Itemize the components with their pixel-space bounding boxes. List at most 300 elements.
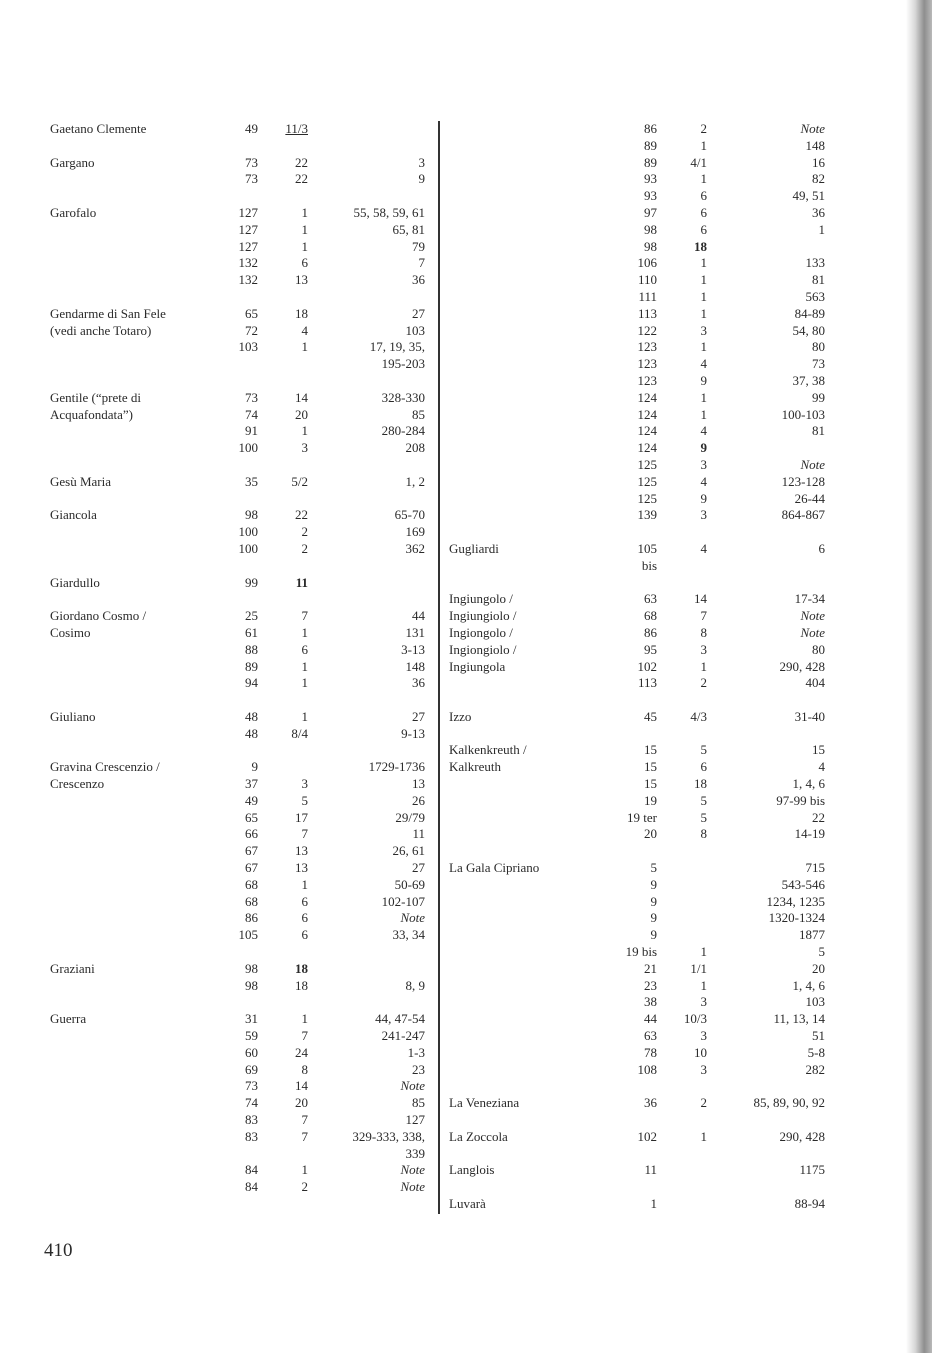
document-number: 2	[301, 1179, 308, 1195]
volume-number: 97	[644, 204, 657, 220]
document-number: 1	[301, 1162, 308, 1178]
index-row	[0, 1112, 440, 1129]
volume-number: 123	[637, 339, 657, 355]
index-row	[0, 239, 440, 256]
page-references: 50-69	[394, 876, 425, 892]
document-number: 3	[700, 994, 707, 1010]
document-number: 13	[295, 843, 308, 859]
volume-number: 105	[238, 927, 258, 943]
index-row	[443, 323, 893, 340]
document-number: 9	[700, 490, 707, 506]
volume-number: 19 bis	[625, 944, 657, 960]
document-number: 5	[301, 792, 308, 808]
page-references: 97-99 bis	[776, 792, 825, 808]
index-row	[0, 306, 440, 323]
volume-number: 65	[245, 305, 258, 321]
entry-name: Cosimo	[50, 624, 91, 640]
volume-number: 5	[650, 860, 657, 876]
page-references: Note	[400, 1179, 425, 1195]
index-row	[443, 558, 893, 575]
page-references: 11, 13, 14	[773, 1011, 825, 1027]
index-row	[0, 339, 440, 356]
index-row	[0, 255, 440, 272]
page-references: 290, 428	[779, 1128, 825, 1144]
document-number: 1	[301, 221, 308, 237]
entry-name: La Gala Cipriano	[449, 860, 540, 876]
index-row	[0, 222, 440, 239]
volume-number: 69	[245, 1061, 258, 1077]
page-number: 410	[44, 1240, 73, 1261]
document-number: 17	[295, 809, 308, 825]
index-row	[0, 927, 440, 944]
document-number: 4	[700, 473, 707, 489]
index-row	[0, 659, 440, 676]
index-row	[443, 491, 893, 508]
document-number: 14	[295, 1078, 308, 1094]
volume-number: 98	[245, 507, 258, 523]
document-number: 4/1	[690, 154, 707, 170]
document-number: 6	[700, 204, 707, 220]
page-references: 5	[818, 944, 825, 960]
entry-name: Guerra	[50, 1011, 87, 1027]
volume-number: 89	[644, 137, 657, 153]
entry-name: Ingiongiolo /	[449, 641, 517, 657]
index-row	[443, 1196, 893, 1213]
entry-name: Giordano Cosmo /	[50, 608, 147, 624]
index-row	[443, 541, 893, 558]
document-number: 7	[301, 1128, 308, 1144]
document-number: 10/3	[683, 1011, 707, 1027]
entry-name: Ingiungola	[449, 658, 506, 674]
volume-number: 98	[245, 960, 258, 976]
page-references: 133	[805, 255, 825, 271]
volume-number: 95	[644, 641, 657, 657]
page-references: 14-19	[794, 826, 825, 842]
entry-spacer	[0, 373, 440, 390]
volume-number: 73	[245, 389, 258, 405]
index-row	[0, 1011, 440, 1028]
volume-number: 100	[238, 524, 258, 540]
entry-name: Gravina Crescenzio /	[50, 759, 160, 775]
volume-number: 123	[637, 356, 657, 372]
page-references: 103	[805, 994, 825, 1010]
volume-number: 9	[650, 927, 657, 943]
page-references: 54, 80	[792, 322, 825, 338]
entry-spacer	[0, 188, 440, 205]
index-row	[0, 625, 440, 642]
page-references: 17, 19, 35,	[369, 339, 425, 355]
index-row	[443, 877, 893, 894]
entry-spacer	[443, 575, 893, 592]
volume-number: 37	[245, 776, 258, 792]
volume-number: 88	[245, 641, 258, 657]
page-references: 26, 61	[392, 843, 425, 859]
volume-number: 132	[238, 255, 258, 271]
volume-number: 125	[637, 473, 657, 489]
page-references: 543-546	[781, 876, 825, 892]
document-number: 22	[295, 171, 308, 187]
volume-number: 98	[644, 238, 657, 254]
entry-name: Kalkenkreuth /	[449, 742, 527, 758]
document-number: 7	[700, 608, 707, 624]
document-number: 14	[295, 389, 308, 405]
page-references: 5-8	[807, 1044, 825, 1060]
entry-name: Luvarà	[449, 1196, 486, 1211]
entry-name: Crescenzo	[50, 776, 105, 792]
page-references: 99	[812, 389, 825, 405]
index-row	[443, 155, 893, 172]
document-number: 1	[301, 238, 308, 254]
volume-number: 91	[245, 423, 258, 439]
volume-number: 67	[245, 843, 258, 859]
document-number: 10	[694, 1044, 707, 1060]
index-row	[443, 440, 893, 457]
index-row	[443, 776, 893, 793]
volume-number: 60	[245, 1044, 258, 1060]
page-references: 13	[412, 776, 425, 792]
volume-number: 9	[251, 759, 258, 775]
document-number: 8/4	[291, 725, 308, 741]
page-references: 27	[412, 708, 425, 724]
document-number: 3	[700, 507, 707, 523]
entry-name: Garofalo	[50, 204, 97, 220]
page-references: Note	[800, 456, 825, 472]
column-divider	[438, 121, 440, 1214]
index-row	[443, 1129, 893, 1146]
page-references: 1877	[799, 927, 825, 943]
index-row	[443, 608, 893, 625]
page-references: 8, 9	[405, 977, 425, 993]
page-references: 9	[418, 171, 425, 187]
entry-name: Langlois	[449, 1162, 495, 1178]
entry-name: Ingiungiolo /	[449, 608, 517, 624]
document-number: 1	[700, 272, 707, 288]
volume-number: 49	[245, 121, 258, 136]
volume-number: 20	[644, 826, 657, 842]
document-number: 1	[700, 944, 707, 960]
index-row	[0, 474, 440, 491]
volume-number: 124	[637, 406, 657, 422]
document-number: 1/1	[690, 960, 707, 976]
volume-number: 127	[238, 238, 258, 254]
index-row	[0, 1179, 440, 1196]
entry-name: Gesù Maria	[50, 473, 112, 489]
index-row	[443, 860, 893, 877]
document-number: 7	[301, 1112, 308, 1128]
index-row	[0, 541, 440, 558]
entry-name: Gaetano Clemente	[50, 121, 147, 136]
page-references: 1175	[799, 1162, 825, 1178]
entry-spacer	[0, 138, 440, 155]
index-row	[0, 726, 440, 743]
volume-number: 35	[245, 473, 258, 489]
document-number: 4	[700, 423, 707, 439]
document-number: 8	[700, 826, 707, 842]
document-number: 22	[295, 154, 308, 170]
entry-spacer	[0, 491, 440, 508]
index-row	[0, 1129, 440, 1146]
document-number: 13	[295, 860, 308, 876]
index-row	[443, 289, 893, 306]
entry-name: Ingiungolo /	[449, 591, 513, 607]
entry-spacer	[0, 742, 440, 759]
document-number: 11/3	[285, 121, 308, 136]
volume-number: 127	[238, 204, 258, 220]
page-references: 85, 89, 90, 92	[753, 1095, 825, 1111]
page-references: 44, 47-54	[375, 1011, 425, 1027]
index-row	[443, 591, 893, 608]
entry-spacer	[443, 524, 893, 541]
index-row	[0, 440, 440, 457]
page-references: Note	[400, 1162, 425, 1178]
volume-number: 84	[245, 1162, 258, 1178]
entry-name: Ingiongolo /	[449, 624, 513, 640]
document-number: 13	[295, 272, 308, 288]
entry-name: La Veneziana	[449, 1095, 520, 1111]
index-row	[0, 1162, 440, 1179]
index-row	[0, 575, 440, 592]
document-number: 6	[301, 893, 308, 909]
document-number: 9	[700, 372, 707, 388]
volume-number: 15	[644, 776, 657, 792]
document-number: 5	[700, 792, 707, 808]
index-row	[0, 894, 440, 911]
volume-number: 93	[644, 171, 657, 187]
document-number: 2	[700, 675, 707, 691]
page-references: 339	[405, 1145, 425, 1161]
document-number: 1	[301, 876, 308, 892]
page-references: 3	[418, 154, 425, 170]
page-references: 127	[405, 1112, 425, 1128]
page-references: 27	[412, 860, 425, 876]
page-references: 51	[812, 1028, 825, 1044]
index-row	[0, 1146, 440, 1163]
index-row	[443, 423, 893, 440]
document-number: 6	[301, 641, 308, 657]
page-references: 1, 4, 6	[792, 776, 825, 792]
index-row	[0, 877, 440, 894]
document-number: 4	[301, 322, 308, 338]
document-number: 24	[295, 1044, 308, 1060]
index-row	[0, 793, 440, 810]
volume-number: 99	[245, 574, 258, 590]
page-references: 17-34	[794, 591, 825, 607]
page-references: 73	[812, 356, 825, 372]
page-references: 9-13	[401, 725, 425, 741]
entry-spacer	[443, 1179, 893, 1196]
volume-number: 106	[637, 255, 657, 271]
index-row	[0, 675, 440, 692]
document-number: 5	[700, 809, 707, 825]
entry-name: Giuliano	[50, 708, 96, 724]
page-references: 328-330	[381, 389, 425, 405]
page-references: 85	[412, 1095, 425, 1111]
document-number: 14	[694, 591, 707, 607]
index-row	[443, 1045, 893, 1062]
document-number: 8	[301, 1061, 308, 1077]
index-row	[443, 356, 893, 373]
document-number: 1	[700, 288, 707, 304]
page-references: 1729-1736	[368, 759, 425, 775]
document-number: 1	[700, 339, 707, 355]
volume-number: 89	[245, 658, 258, 674]
page-references: 1, 4, 6	[792, 977, 825, 993]
volume-number: 72	[245, 322, 258, 338]
document-number: 4/3	[690, 708, 707, 724]
index-row	[0, 1062, 440, 1079]
index-row	[443, 474, 893, 491]
index-row	[443, 927, 893, 944]
index-row	[0, 978, 440, 995]
document-number: 9	[700, 440, 707, 456]
volume-number: 68	[245, 876, 258, 892]
document-number: 11	[295, 574, 308, 590]
index-row	[443, 894, 893, 911]
page-references: 27	[412, 305, 425, 321]
document-number: 18	[295, 305, 308, 321]
document-number: 7	[301, 608, 308, 624]
document-number: 3	[700, 1061, 707, 1077]
index-row	[443, 659, 893, 676]
index-row	[0, 524, 440, 541]
entry-spacer	[443, 843, 893, 860]
volume-number: 48	[245, 725, 258, 741]
volume-number: 84	[245, 1179, 258, 1195]
document-number: 6	[301, 910, 308, 926]
index-row	[443, 255, 893, 272]
page-references: 6	[818, 540, 825, 556]
volume-number: 19	[644, 792, 657, 808]
index-row	[443, 625, 893, 642]
page-references: 82	[812, 171, 825, 187]
index-row	[443, 1011, 893, 1028]
document-number: 4	[700, 540, 707, 556]
volume-number: 125	[637, 490, 657, 506]
entry-name: Giardullo	[50, 574, 100, 590]
volume-number: 23	[644, 977, 657, 993]
index-row	[0, 390, 440, 407]
volume-number: 139	[637, 507, 657, 523]
volume-number: 105	[637, 540, 657, 556]
document-number: 7	[301, 1028, 308, 1044]
index-row	[443, 121, 893, 138]
document-number: 2	[301, 524, 308, 540]
volume-number: 94	[245, 675, 258, 691]
index-row	[443, 810, 893, 827]
document-number: 20	[295, 1095, 308, 1111]
volume-number: 65	[245, 809, 258, 825]
page-references: Note	[800, 121, 825, 136]
index-row	[0, 860, 440, 877]
index-row	[443, 222, 893, 239]
index-row	[443, 272, 893, 289]
document-number: 1	[301, 339, 308, 355]
page-references: 80	[812, 339, 825, 355]
document-number: 1	[301, 708, 308, 724]
document-number: 18	[295, 960, 308, 976]
volume-number: 124	[637, 389, 657, 405]
document-number: 18	[694, 238, 707, 254]
document-number: 1	[700, 171, 707, 187]
page-references: 36	[412, 272, 425, 288]
volume-number: 9	[650, 910, 657, 926]
page-edge-shadow	[906, 0, 932, 1353]
page-references: 169	[405, 524, 425, 540]
index-row	[443, 239, 893, 256]
entry-spacer	[443, 1146, 893, 1163]
document-number: 7	[301, 826, 308, 842]
page-references: 131	[405, 624, 425, 640]
document-number: 1	[700, 977, 707, 993]
page-references: 148	[405, 658, 425, 674]
index-column-left	[0, 121, 440, 1196]
volume-number: 11	[644, 1162, 657, 1178]
volume-number: 67	[245, 860, 258, 876]
page-references: 26	[412, 792, 425, 808]
volume-number: 108	[637, 1061, 657, 1077]
index-row	[443, 642, 893, 659]
page-references: 22	[812, 809, 825, 825]
page-references: 49, 51	[792, 188, 825, 204]
document-number: 6	[301, 255, 308, 271]
index-row	[443, 978, 893, 995]
page-references: Note	[400, 910, 425, 926]
document-number: 1	[301, 675, 308, 691]
page-references: 26-44	[794, 490, 825, 506]
page-references: 3-13	[401, 641, 425, 657]
document-number: 20	[295, 406, 308, 422]
volume-number: 83	[245, 1128, 258, 1144]
index-row	[0, 1095, 440, 1112]
index-row	[443, 457, 893, 474]
page-references: 81	[812, 272, 825, 288]
index-row	[0, 608, 440, 625]
index-row	[443, 944, 893, 961]
page-references: 404	[805, 675, 825, 691]
page-references: 290, 428	[779, 658, 825, 674]
page-references: 85	[412, 406, 425, 422]
document-number: 1	[301, 204, 308, 220]
page-references: 195-203	[381, 356, 425, 372]
volume-number: 9	[650, 876, 657, 892]
volume-number: 113	[637, 675, 657, 691]
page-references: 282	[805, 1061, 825, 1077]
volume-number: bis	[641, 557, 657, 573]
page-references: 36	[412, 675, 425, 691]
volume-number: 68	[644, 608, 657, 624]
volume-number: 73	[245, 1078, 258, 1094]
document-number: 2	[301, 540, 308, 556]
page-references: 362	[405, 540, 425, 556]
volume-number: 15	[644, 759, 657, 775]
index-row	[0, 1045, 440, 1062]
index-row	[0, 423, 440, 440]
volume-number: 38	[644, 994, 657, 1010]
page-references: 23	[412, 1061, 425, 1077]
document-number: 1	[700, 305, 707, 321]
page-references: 80	[812, 641, 825, 657]
document-number: 6	[700, 759, 707, 775]
index-row	[443, 339, 893, 356]
volume-number: 19 ter	[627, 809, 657, 825]
document-number: 1	[700, 406, 707, 422]
volume-number: 44	[644, 1011, 657, 1027]
page-references: 65-70	[394, 507, 425, 523]
page-references: 15	[812, 742, 825, 758]
index-row	[0, 642, 440, 659]
volume-number: 49	[245, 792, 258, 808]
page-references: 65, 81	[392, 221, 425, 237]
